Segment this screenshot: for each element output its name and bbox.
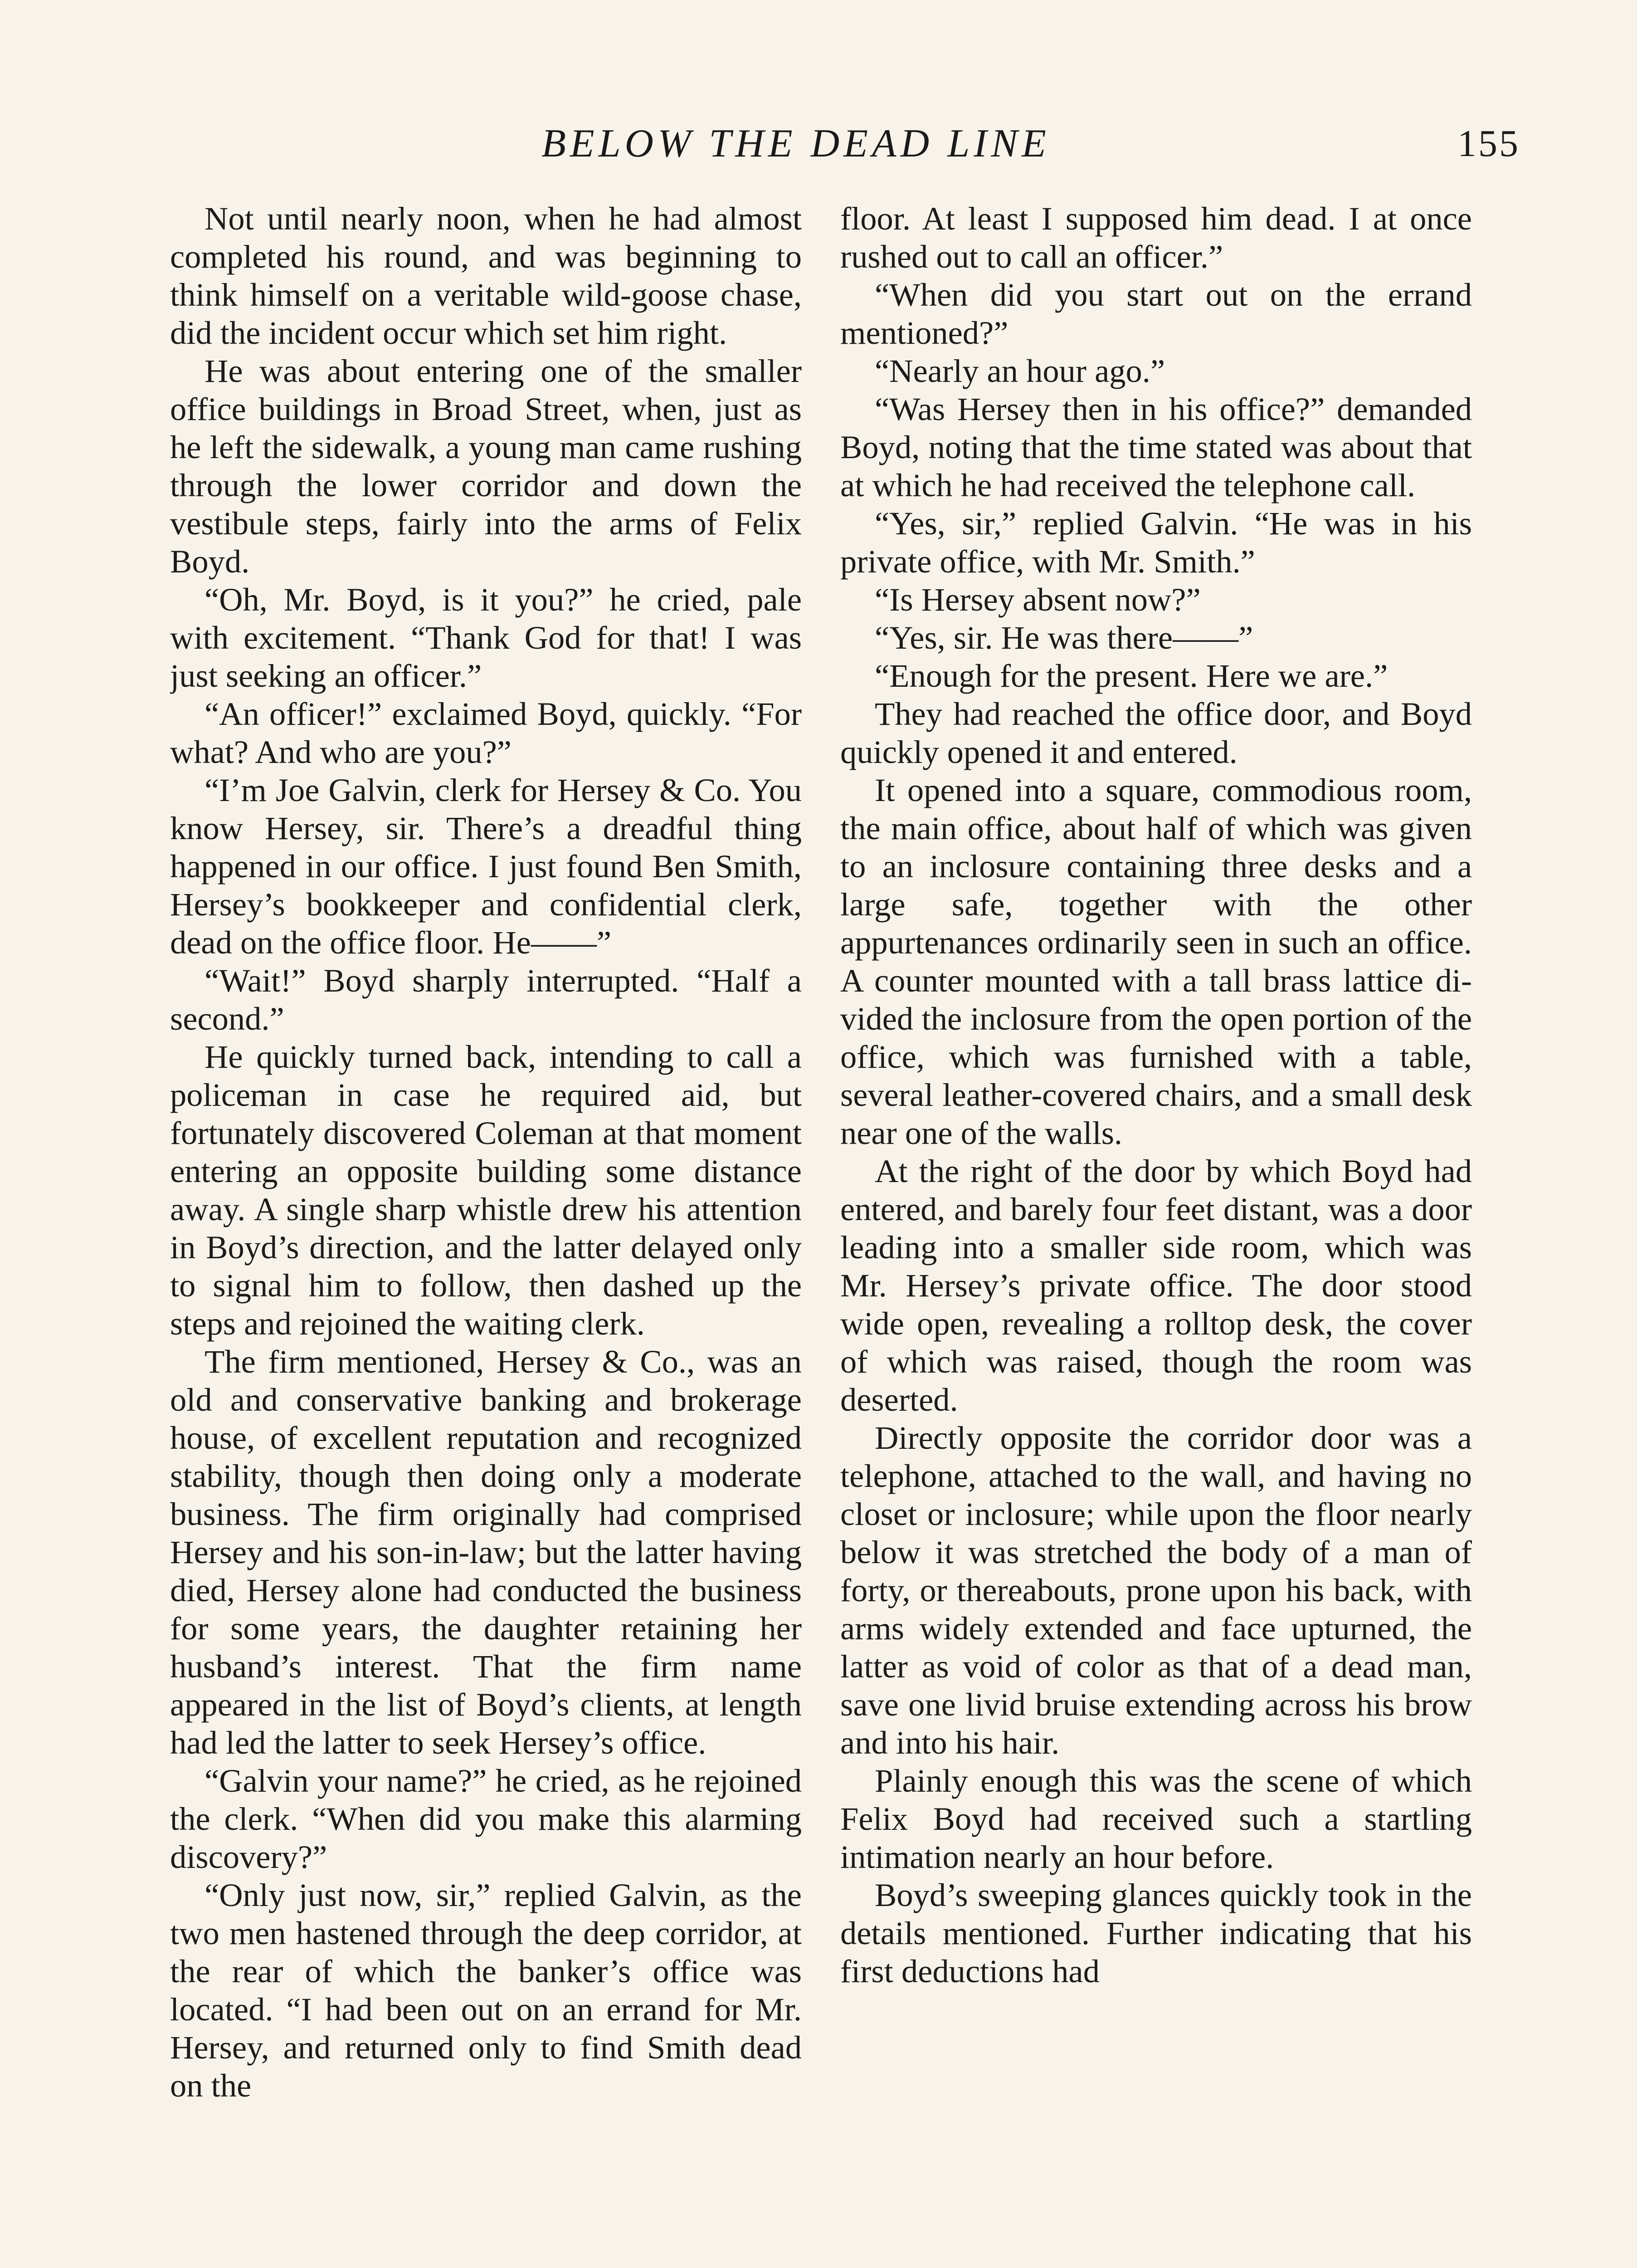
paragraph: “I’m Joe Galvin, clerk for Hersey & Co. You know Hersey, sir. There’s a dreadful thing happened in our office. I just found Ben Smith, Hersey’s bookkeeper and confidential clerk, dead on the office floor. He——” <box>170 772 802 961</box>
paragraph: “Enough for the present. Here we are.” <box>875 657 1388 694</box>
paragraph: “Oh, Mr. Boyd, is it you?” he cried, pale with excitement. “Thank God for that! I was just seeking an officer.” <box>170 581 802 694</box>
left-column <box>170 200 802 2268</box>
paragraph: They had reached the office door, and Boyd quickly opened it and entered. <box>840 695 1472 770</box>
paragraph: “When did you start out on the errand mentioned?” <box>840 276 1472 351</box>
paragraph: Boyd’s sweeping glances quickly took in the details mentioned. Further indicating that his first deductions had <box>840 1877 1472 1989</box>
paragraph: “Wait!” Boyd sharply interrupted. “Half a second.” <box>170 962 802 1037</box>
paragraph: Plainly enough this was the scene of which Felix Boyd had received such a startling intimation nearly an hour before. <box>840 1762 1472 1875</box>
paragraph: It opened into a square, commodious room, the main office, about half of which was given to an inclosure containing three desks and a large safe, together with the other appurtenances ordinarily seen in such an office. A counter mounted with a tall brass lattice divided the inclosure from the open portion of the office, which was furnished with a table, several leather-covered chairs, and a small desk near one of the walls. <box>840 772 1472 1151</box>
page-number: 155 <box>1457 122 1520 165</box>
paragraph: “Galvin your name?” he cried, as he rejoined the clerk. “When did you make this alarming discovery?” <box>170 1762 802 1875</box>
paragraph: “Only just now, sir,” replied Galvin, as the two men hastened through the deep corridor, at the rear of which the banker’s office was located. “I had been out on an errand for Mr. Hersey, and returned only to find Smith dead on the <box>170 1877 802 2104</box>
paragraph: At the right of the door by which Boyd had entered, and barely four feet distant, was a door leading into a smaller side room, which was Mr. Hersey’s private office. The door stood wide open, revealing a rolltop desk, the cover of which was raised, though the room was deserted. <box>840 1153 1472 1418</box>
paragraph: Directly opposite the corridor door was a telephone, attached to the wall, and having no closet or inclosure; while upon the floor nearly below it was stretched the body of a man of forty, or thereabouts, prone upon his back, with arms widely extended and face upturned, the latter as void of color as that of a dead man, save one livid bruise extending across his brow and into his hair. <box>840 1419 1472 1761</box>
running-head <box>0 119 1637 169</box>
running-title: BELOW THE DEAD LINE <box>541 122 1050 166</box>
paragraph: “Nearly an hour ago.” <box>875 352 1165 389</box>
paragraph: He quickly turned back, intending to call a policeman in case he required aid, but fortunately discovered Coleman at that moment entering an opposite building some distance away. A single sharp whistle drew his attention in Boyd’s direction, and the latter delayed only to signal him to follow, then dashed up the steps and rejoined the waiting clerk. <box>170 1038 802 1342</box>
paragraph: “Is Hersey absent now?” <box>875 581 1201 618</box>
paragraph: “Yes, sir. He was there——” <box>875 619 1253 656</box>
paragraph-continued: floor. At least I supposed him dead. I at once rushed out to call an officer.” <box>840 200 1472 275</box>
paragraph: “Yes, sir,” replied Galvin. “He was in his private office, with Mr. Smith.” <box>840 505 1472 580</box>
right-column <box>840 200 1472 2268</box>
paragraph: He was about entering one of the smaller office buildings in Broad Street, when, just as he left the sidewalk, a young man came rushing through the lower corridor and down the vestibule steps, fairly into the arms of Felix Boyd. <box>170 352 802 580</box>
paragraph: Not until nearly noon, when he had almost completed his round, and was beginning to think himself on a veritable wild-goose chase, did the incident occur which set him right. <box>170 200 802 351</box>
paragraph: “An officer!” exclaimed Boyd, quickly. “For what? And who are you?” <box>170 695 802 770</box>
paragraph: “Was Hersey then in his office?” demanded Boyd, noting that the time stated was about that at which he had received the telephone call. <box>840 391 1472 503</box>
paragraph: The firm mentioned, Hersey & Co., was an old and conservative banking and brokerage house, of excellent reputation and recognized stability, though then doing only a moderate business. The firm originally had comprised Hersey and his son-in-law; but the latter having died, Hersey alone had conducted the business for some years, the daughter retaining her husband’s interest. That the firm name appeared in the list of Boyd’s clients, at length had led the latter to seek Hersey’s office. <box>170 1343 802 1761</box>
